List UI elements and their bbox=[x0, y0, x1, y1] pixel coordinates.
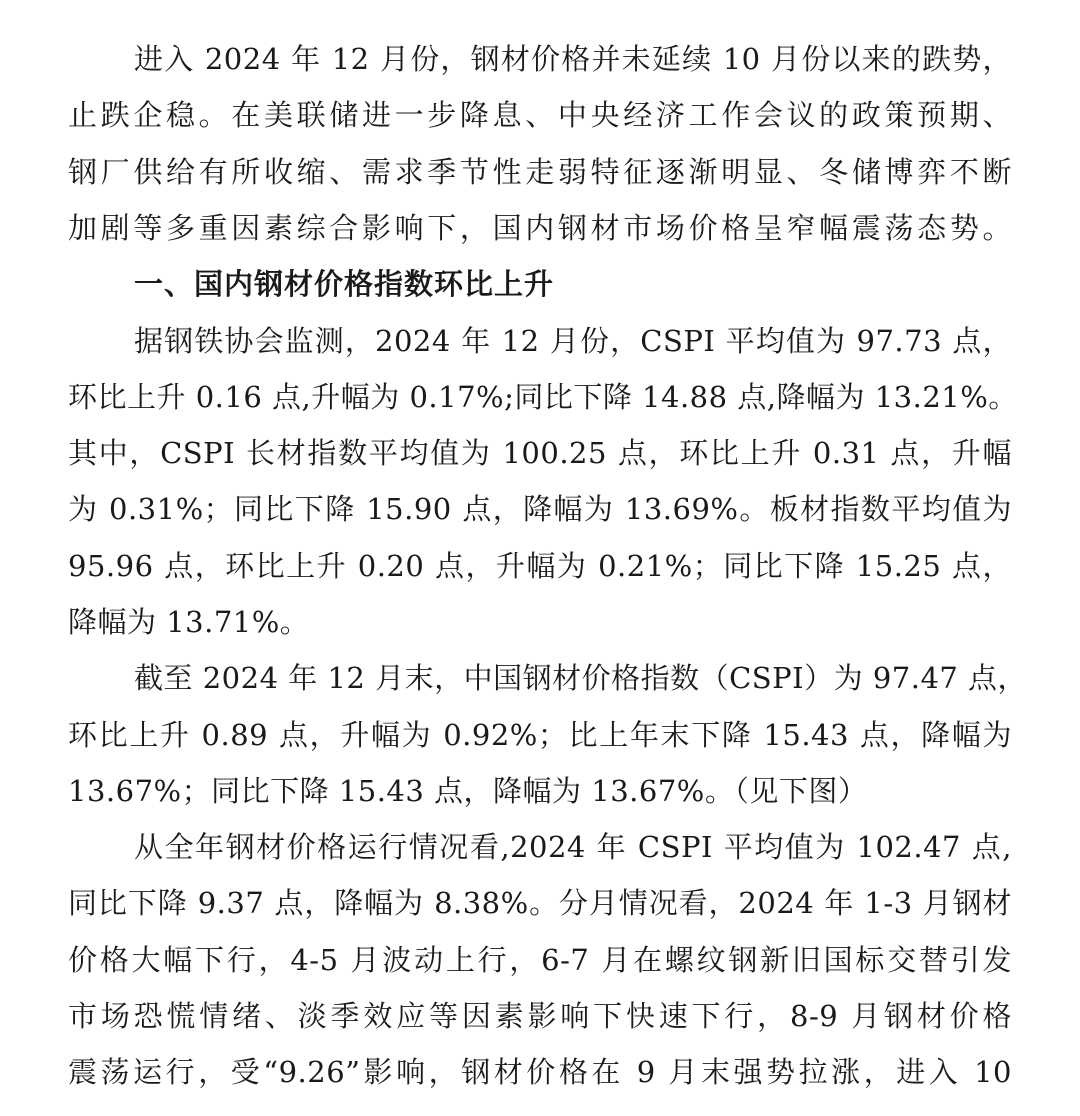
paragraph-line: 降幅为 13.71%。 bbox=[68, 605, 310, 639]
paragraph-line: 环比上升 0.89 点，升幅为 0.92%；比上年末下降 15.43 点，降幅为 bbox=[68, 718, 1012, 752]
paragraph-line: 震荡运行，受“9.26”影响，钢材价格在 9 月末强势拉涨，进入 10 bbox=[68, 1055, 1012, 1089]
paragraph-line: 为 0.31%；同比下降 15.90 点，降幅为 13.69%。板材指数平均值为 bbox=[68, 492, 1012, 526]
paragraph-line: 截至 2024 年 12 月末，中国钢材价格指数（CSPI）为 97.47 点， bbox=[134, 661, 1028, 695]
paragraph-line: 95.96 点，环比上升 0.20 点，升幅为 0.21%；同比下降 15.25 点， bbox=[68, 549, 1012, 583]
paragraph-line: 进入 2024 年 12 月份，钢材价格并未延续 10 月份以来的跌势， bbox=[134, 42, 1012, 76]
paragraph-line: 市场恐慌情绪、淡季效应等因素影响下快速下行，8-9 月钢材价格 bbox=[68, 999, 1012, 1033]
paragraph-line: 价格大幅下行，4-5 月波动上行，6-7 月在螺纹钢新旧国标交替引发 bbox=[68, 943, 1012, 977]
paragraph-line: 环比上升 0.16 点,升幅为 0.17%;同比下降 14.88 点,降幅为 13.21%。 bbox=[68, 380, 1018, 414]
paragraph-line: 同比下降 9.37 点，降幅为 8.38%。分月情况看，2024 年 1-3 月钢材 bbox=[68, 886, 1012, 920]
paragraph-line: 13.67%；同比下降 15.43 点，降幅为 13.67%。（见下图） bbox=[68, 774, 868, 808]
paragraph-line: 钢厂供给有所收缩、需求季节性走弱特征逐渐明显、冬储博弈不断 bbox=[68, 155, 1012, 189]
paragraph-line: 加剧等多重因素综合影响下，国内钢材市场价格呈窄幅震荡态势。 bbox=[68, 211, 1012, 245]
paragraph-line: 从全年钢材价格运行情况看,2024 年 CSPI 平均值为 102.47 点, bbox=[134, 830, 1012, 864]
paragraph-line: 止跌企稳。在美联储进一步降息、中央经济工作会议的政策预期、 bbox=[68, 98, 1012, 132]
paragraph-line: 其中，CSPI 长材指数平均值为 100.25 点，环比上升 0.31 点，升幅 bbox=[68, 436, 1012, 470]
section-heading: 一、国内钢材价格指数环比上升 bbox=[134, 267, 555, 301]
paragraph-line: 据钢铁协会监测，2024 年 12 月份，CSPI 平均值为 97.73 点， bbox=[134, 324, 1012, 358]
